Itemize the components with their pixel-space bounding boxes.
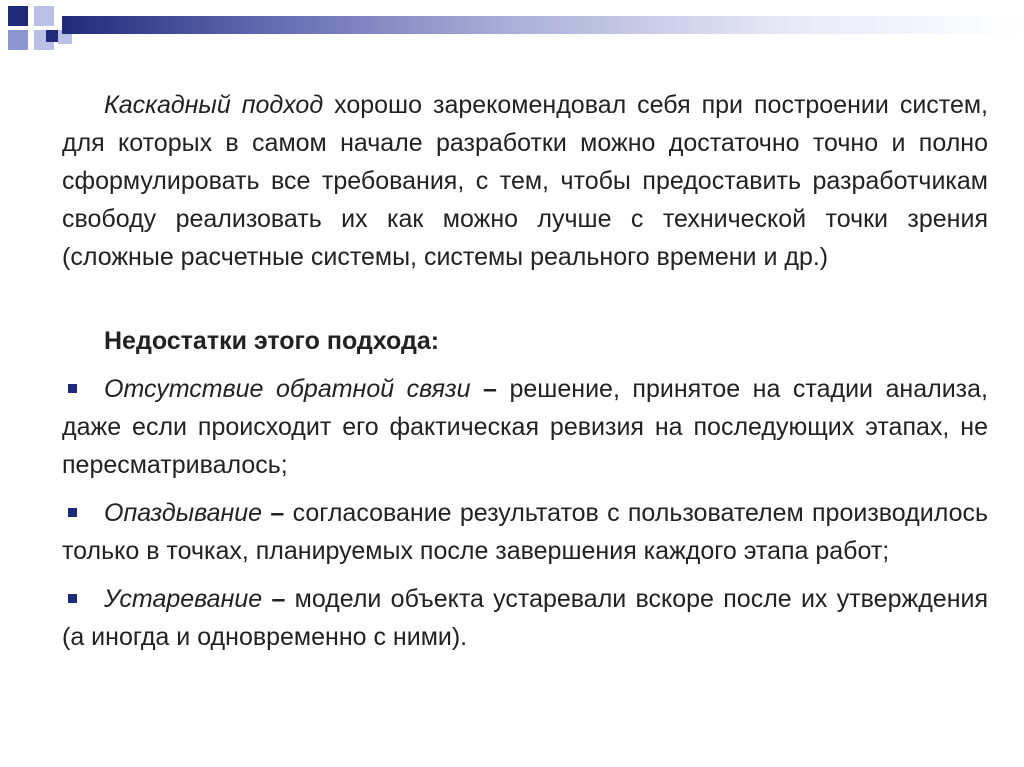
item-dash: –: [262, 499, 293, 527]
intro-term: Каскадный подход: [104, 91, 324, 119]
bullet-square-icon: [68, 384, 77, 393]
corner-square-2: [34, 6, 54, 26]
list-item: [62, 580, 988, 656]
section-heading: Недостатки этого подхода:: [104, 327, 440, 355]
item-dash: –: [262, 585, 295, 613]
corner-square-6: [46, 30, 58, 42]
item-term: Устаревание: [104, 585, 263, 613]
corner-square-3: [8, 30, 28, 50]
item-text: согласование результатов с пользователем производилось только в точках, планируемых после завершения каждого этапа работ;: [62, 499, 988, 565]
list-item: [62, 370, 988, 484]
list-item: [62, 494, 988, 570]
item-term: Опаздывание: [104, 499, 263, 527]
item-term: Отсутствие обратной связи: [104, 375, 471, 403]
header-gradient-bar: [62, 16, 1024, 34]
item-text: решение, принятое на стадии анализа, даже если происходит его фактическая ревизия на последующих этапах, не пересматривалось;: [62, 375, 988, 479]
item-text: модели объекта устаревали вскоре после их утверждения (а иногда и одновременно с ними).: [62, 585, 989, 651]
slide-content: [62, 86, 988, 656]
item-dash: –: [470, 375, 510, 403]
corner-square-1: [8, 6, 28, 26]
bullet-square-icon: [68, 508, 77, 517]
intro-paragraph: [62, 86, 988, 276]
bullet-square-icon: [68, 594, 77, 603]
intro-text: хорошо зарекомендовал себя при построении систем, для которых в самом начале разработки можно достаточно точно и полно сформулировать все требования, с тем, чтобы предоставить разработчикам свободу реализовать их как можно лучше с технической точки зрения (сложные расчетные системы, системы реального времени и др.): [62, 91, 988, 271]
